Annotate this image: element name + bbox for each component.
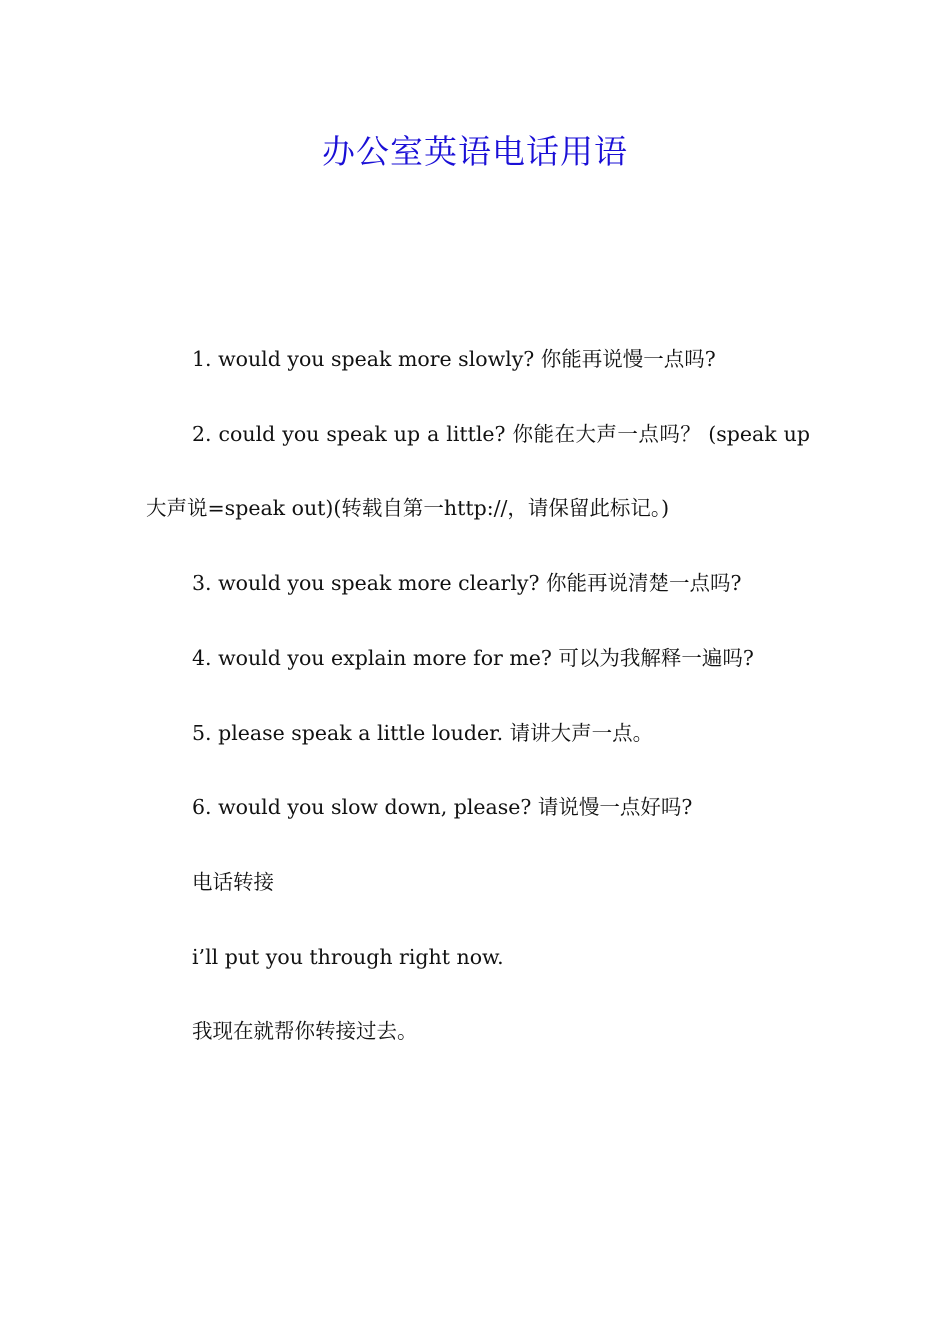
paragraph-1: 1. would you speak more slowly? 你能再说慢一点吗? [192, 347, 716, 371]
paragraph-6: 6. would you slow down, please? 请说慢一点好吗? [192, 795, 693, 820]
section-heading: 电话转接 [192, 869, 274, 894]
paragraph-english: i’ll put you through right now. [192, 944, 504, 969]
document-body [146, 322, 810, 1069]
paragraph-chinese: 我现在就帮你转接过去。 [192, 1019, 418, 1044]
paragraph-2: 2. could you speak up a little? 你能在大声一点吗？ (speak up 大声说=speak out)(转载自第一http://，请保留此标记。) [146, 421, 810, 521]
paragraph-3: 3. would you speak more clearly? 你能再说清楚一点吗? [192, 571, 742, 596]
paragraph-4: 4. would you explain more for me? 可以为我解释一遍吗? [192, 645, 754, 670]
page-title: 办公室英语电话用语 [322, 132, 628, 171]
paragraph-5: 5. please speak a little louder. 请讲大声一点。 [192, 720, 654, 745]
